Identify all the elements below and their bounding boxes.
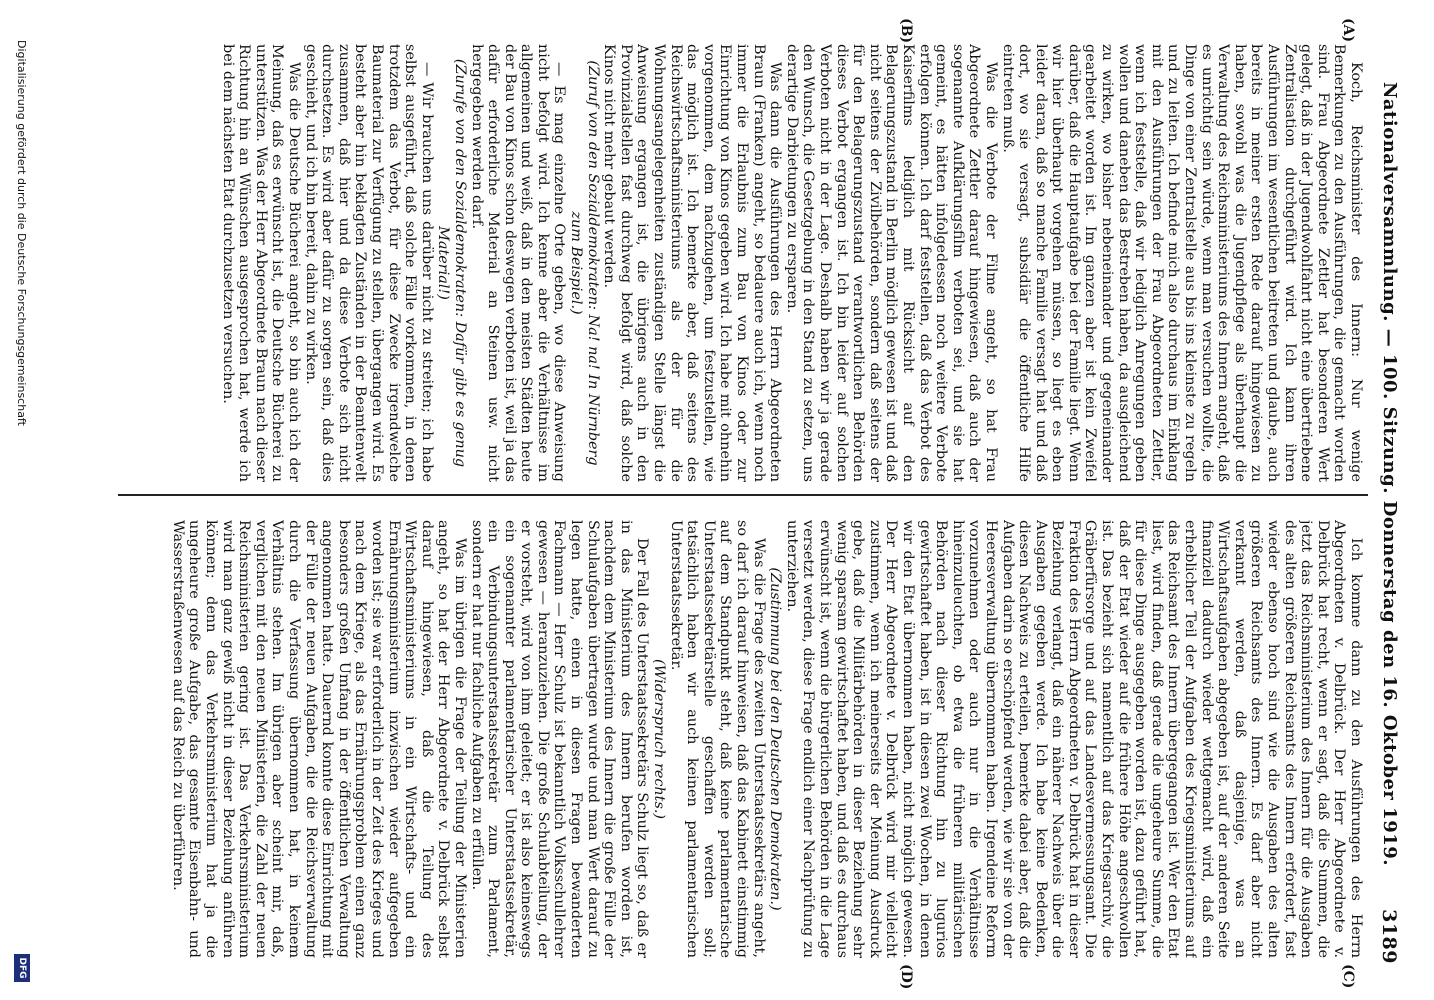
paragraph: Was die Frage des zweiten Unterstaatssekretärs angeht, so darf ich darauf hinweisen, daß das Kabinett einstimmig auf dem Standpunkt steht, daß keine parlamentarische Unterstaatssekretärstelle geschaffen werden soll; tatsächlich haben wir auch keinen parlamentarischen Unterstaatssekretär. bbox=[667, 520, 767, 958]
margin-letter-c: (C) bbox=[1340, 964, 1356, 989]
margin-letter-b: (B) bbox=[898, 18, 914, 44]
paragraph: Ich komme dann zu den Ausführungen des Herrn Abgeordneten v. Delbrück. Der Herr Abgeordnete v. Delbrück hat recht, wenn er sagt, daß die Summen, die jetzt das Reichsministerium des Innern für die Ausgaben des alten größeren Reichsamts des Innern erfordert, fast wieder ebenso hoch sind wie die Ausgaben des alten größeren Reichsamts des Innern. Es darf aber nicht verkannt werden, daß dasjenige, was an Wirtschaftsaufgaben abgegeben ist, auf der anderen Seite finanziell dadurch wieder wettgemacht wird, daß ein erheblicher Teil der Aufgaben des Kriegsministeriums auf das Reichsamt des Innern übergegangen ist. Wer den Etat liest, wird finden, daß gerade die ungeheure Summe, die für diese Dinge ausgegeben worden ist, dazu geführt hat, daß der Etat wieder auf die frühere Höhe angeschwollen ist. Das bezieht sich namentlich auf das Kriegsarchiv, die Gräberfürsorge und auf das Landesvermessungsamt. Die Fraktion des Herrn Abgeordneten v. Delbrück hat in dieser Beziehung verlangt, daß ein näherer Nachweis über die Ausgaben gegeben werde. Ich habe keine Bedenken, diesen Nachweis zu erteilen, bemerke dabei aber, daß die Aufgaben darin so erschöpfend werden, wie wir sie von der Heeresverwaltung übernommen haben. Irgendeine Reform vorzunehmen oder auch nur in die Verhältnisse hineinzuleuchten, ob etwa die früheren militärischen Behörden nach dieser Richtung hin zu lugurios gewirtschaftet haben, ist in diesen zwei Wochen, in denen wir den Etat übernommen haben, nicht möglich gewesen. Der Herr Abgeordnete v. Delbrück wird mir vielleicht zustimmen, wenn ich meinerseits der Meinung Ausdruck gebe, daß die Militärbehörden in dieser Beziehung sehr wenig sparsam gewirtschaftet haben, und daß es durchaus erwünscht ist, wenn die bürgerlichen Behörden in die Lage versetzt werden, diese Frage endlich einer Nachprüfung zu unterziehen. bbox=[783, 520, 1364, 958]
interjection: (Zuruf von den Sozialdemokraten: Na! na! In Nürnberg zum Beispiel.) bbox=[568, 60, 601, 466]
paragraph: Der Fall des Unterstaatssekretärs Schulz liegt so, daß er in das Ministerium des Innern berufen worden ist, nachdem dem Ministerium des Innern die große Fülle der Schulaufgaben übertragen wurde und man Wert darauf zu legen hatte, einen in diesen Fragen bewanderten Fachmann — Herr Schulz ist bekanntlich Volksschullehrer gewesen — heranzuziehen. Die große Schulabteilung, der er vorsteht, wird von ihm geleitet; er ist also keineswegs ein sogenannter parlamentarischer Unterstaatssekretär, ein Verbindungsunterstaatssekretär zum Parlament, sondern er hat nur fachliche Aufgaben zu erfüllen. bbox=[468, 520, 651, 958]
left-column bbox=[114, 44, 1364, 482]
paragraph: — Es mag einzelne Orte geben, wo diese Anweisung nicht befolgt wird. Ich kenne aber die Verhältnisse im allgemeinen und weiß, daß in den meisten Städten heute der Bau von Kinos schon deswegen verboten ist, weil ja das dafür erforderliche Material an Steinen usw. nicht hergegeben werden darf. bbox=[468, 44, 568, 482]
dfg-logo: DFG bbox=[14, 954, 30, 982]
margin-letter-d: (D) bbox=[898, 964, 914, 990]
page-header bbox=[1374, 44, 1400, 964]
paragraph: — Wir brauchen uns darüber nicht zu streiten; ich habe selbst ausgeführt, daß solche Fälle vorkommen, in denen trotzdem das Verbot, für diese Zwecke irgendwelche Baumaterial zur Verfügung zu stellen, übergangen wird. Es besteht aber hin beklagten Zuständen in der Beamtenwelt zusammen, daß hier und da diese Verbote sich nicht durchsetzen. Es wird aber dafür zu sorgen sein, daß dies geschieht, und ich bin bereit, dahin zu wirken. bbox=[302, 44, 435, 482]
interjection: (Zustimmung bei den Deutschen Demokraten.) bbox=[767, 567, 784, 911]
paragraph: Was die Verbote der Filme angeht, so hat Frau Abgeordnete Zettler darauf hingewiesen, daß auch der sogenannte Aufklärungsfilm verboten sei, und sie hat gemeint, es hätten infolgedessen noch weitere Verbote erfolgen können. Ich darf feststellen, daß das Verbot des Kaiserfilms lediglich mit Rücksicht auf den Belagerungszustand in Berlin möglich gewesen ist und daß nicht seitens der Zivilbehörden, sondern daß seitens der für den Belagerungszustand verantwortlichen Behörden dieses Verbot ergangen ist. Ich bin leider auf solchen Verboten nicht in der Lage. Deshalb haben wir ja gerade den Wunsch, die Gesetzgebung in den Stand zu setzen, uns derartige Darbietungen zu ersparen. bbox=[783, 44, 999, 482]
paragraph: Was die Deutsche Bücherei angeht, so bin auch ich der Meinung, daß es erwünscht ist, die Deutsche Bücherei zu unterstützen. Was der Herr Abgeordnete Braun nach dieser Richtung hin an Wünschen ausgesprochen hat, werde ich bei dem nächsten Etat durchzusetzen versuchen. bbox=[219, 44, 302, 482]
running-title: Nationalversammlung. — 100. Sitzung. Donnerstag den 16. Oktober 1919. bbox=[1379, 81, 1400, 867]
digitization-credit bbox=[12, 40, 30, 980]
paragraph: Was im übrigen die Frage der Teilung der Ministerien angeht, so hat der Herr Abgeordnete v. Delbrück selbst darauf hingewiesen, daß die Teilung des Wirtschaftsministeriums in ein Wirtschafts- und ein Ernährungsministerium inzwischen wieder aufgegeben worden ist; sie war erforderlich in der Zeit des Krieges und nach dem Kriege, als das Ernährungsproblem einen ganz besonders großen Umfang in der öffentlichen Verwaltung angenommen hatte. Dauernd konnte diese Einrichtung mit der Fülle der neuen Aufgaben, die die Reichsverwaltung durch die Verfassung übernommen hat, in keinem Verhältnis stehen. Im übrigen aber scheint mir, daß, verglichen mit den neuen Ministerien, die Zahl der neuen Reichsministerien gering ist. Das Verkehrsministerium wird man ganz gewiß nicht in dieser Beziehung anführen können; denn das Verkehrsministerium hat ja die ungeheure große Aufgabe, das gesamte Eisenbahn- und Wasserstraßenwesen auf das Reich zu überführen. bbox=[169, 520, 468, 958]
column-rule bbox=[118, 494, 1368, 496]
interjection: (Zurufe von den Sozialdemokraten: Dafür gibt es genug Material!) bbox=[435, 58, 468, 468]
right-column bbox=[114, 520, 1364, 958]
page-number: 3189 bbox=[1378, 909, 1400, 964]
margin-letter-a: (A) bbox=[1340, 18, 1356, 43]
paragraph: Koch, Reichsminister des Innern: Nur wenige Bemerkungen zu den Ausführungen, die gemacht worden sind. Frau Abgeordnete Zettler hat besonderen Wert gelegt, daß in der Jugendwohlfahrt nicht eine übertriebene Zentralisation durchgeführt wird. Ich kann ihren Ausführungen im wesentlichen beitreten und glaube, auch bereits in meiner ersten Rede darauf hingewiesen zu haben, sowohl was die Jugendpflege als überhaupt die Verwaltung des Reichsministeriums des Innern angeht, daß es unrichtig sein würde, wenn man versuchen wollte, die Dinge von einer Zentralstelle aus bis ins kleinste zu regeln und zu leiten. Ich befinde mich also durchaus im Einklang mit den Ausführungen der Frau Abgeordneten Zettler, wenn ich feststelle, daß wir lediglich Anregungen geben wollen und daneben das Bestreben haben, da ausgleichend zu wirken, wo bisher nebeneinander und gegeneinander gearbeitet worden ist. Im ganzen aber ist kein Zweifel darüber, daß die Hauptaufgabe bei der Familie liegt. Wenn wir hier überhaupt vorgehen müssen, so liegt es eben leider daran, daß so manche Familie versagt hat und daß dort, wo sie versagt, subsidiär die öffentliche Hilfe eintreten muß. bbox=[999, 44, 1364, 482]
interjection: (Widerspruch rechts.) bbox=[651, 658, 668, 820]
credit-text: Digitalisierung gefördert durch die Deutsche Forschungsgemeinschaft bbox=[15, 40, 28, 426]
paragraph: Was dann die Ausführungen des Herrn Abgeordneten Braun (Franken) angeht, so bedauere auch ich, wenn noch immer die Erlaubnis zum Bau von Kinos oder zur Einrichtung von Kinos gegeben wird. Ich habe mit ohnehin vorgenommen, dem nachzugehen, um festzustellen, wie das möglich ist. Ich bemerke aber, daß seitens des Reichswirtschaftsministeriums als der für die Wohnungsangelegenheiten zuständigen Stelle längst die Anweisung ergangen ist, die übrigens auch in den Provinzialstellen fast durchweg befolgt wird, daß solche Kinos nicht mehr gebaut werden. bbox=[601, 44, 784, 482]
